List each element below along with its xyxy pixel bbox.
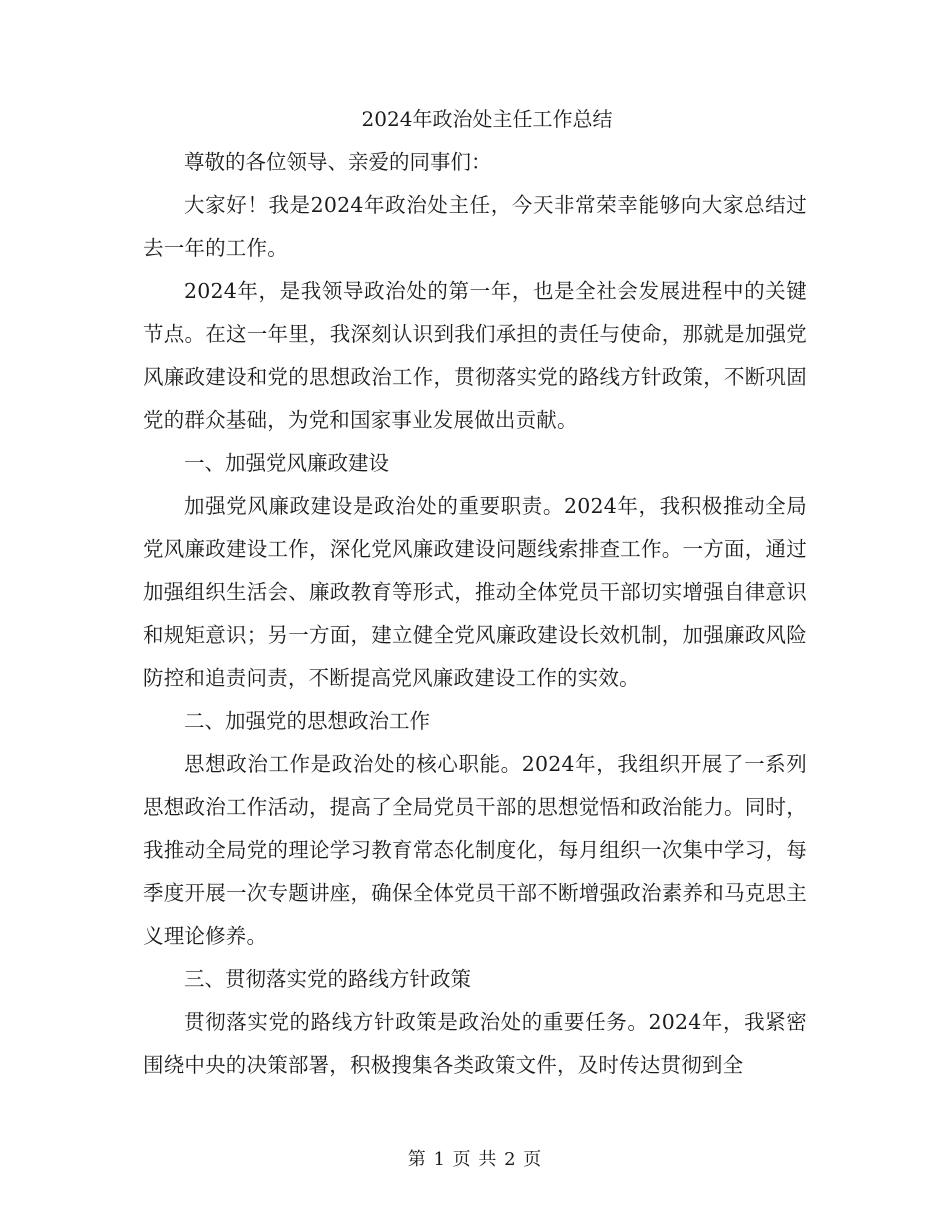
section-heading: 二、加强党的思想政治工作 [184, 709, 430, 733]
document-body [143, 98, 807, 1087]
overview-paragraph: 2024年，是我领导政治处的第一年，也是全社会发展进程中的关键节点。在这一年里，我深刻认识到我们承担的责任与使命，那就是加强党风廉政建设和党的思想政治工作，贯彻落实党的路线方针政策，不断巩固党的群众基础，为党和国家事业发展做出贡献。 [143, 279, 807, 432]
intro-paragraph: 大家好！我是2024年政治处主任，今天非常荣幸能够向大家总结过去一年的工作。 [143, 193, 807, 260]
section-heading: 一、加强党风廉政建设 [184, 451, 389, 475]
section-body: 加强党风廉政建设是政治处的重要职责。2024年，我积极推动全局党风廉政建设工作，深化党风廉政建设问题线索排查工作。一方面，通过加强组织生活会、廉政教育等形式，推动全体党员干部切实增强自律意识和规矩意识；另一方面，建立健全党风廉政建设长效机制，加强廉政风险防控和追责问责，不断提高党风廉政建设工作的实效。 [143, 494, 807, 690]
section-body: 贯彻落实党的路线方针政策是政治处的重要任务。2024年，我紧密围绕中央的决策部署，积极搜集各类政策文件，及时传达贯彻到全 [143, 1010, 807, 1077]
document-title: 2024年政治处主任工作总结 [361, 107, 613, 131]
page-number-footer: 第 1 页 共 2 页 [407, 1149, 543, 1170]
section-body: 思想政治工作是政治处的核心职能。2024年，我组织开展了一系列思想政治工作活动，提高了全局党员干部的思想觉悟和政治能力。同时，我推动全局党的理论学习教育常态化制度化，每月组织一次集中学习，每季度开展一次专题讲座，确保全体党员干部不断增强政治素养和马克思主义理论修养。 [143, 752, 807, 948]
greeting: 尊敬的各位领导、亲爱的同事们： [184, 150, 492, 174]
section-heading: 三、贯彻落实党的路线方针政策 [184, 967, 471, 991]
